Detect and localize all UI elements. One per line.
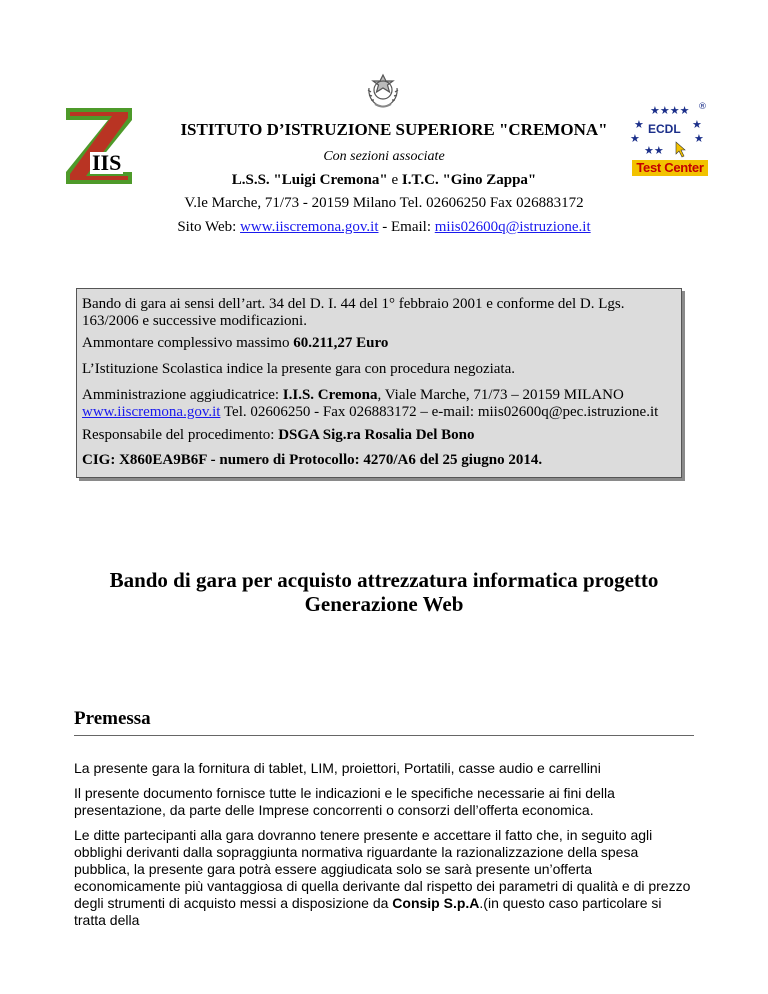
ecdl-test-center-logo-icon — [626, 102, 708, 180]
left-logo-text: IIS — [92, 150, 122, 175]
section-heading: Premessa — [74, 708, 151, 729]
associated-sections — [0, 172, 768, 189]
section-itc: I.T.C. "Gino Zappa" — [401, 172, 537, 188]
notice-legal-basis: Bando di gara ai sensi dell’art. 34 del D. I. 44 del 1° febbraio 2001 e conforme del D. Lgs. 163/2006 e successive modificazioni. — [82, 296, 625, 329]
amount-prefix: Ammontare complessivo massimo — [82, 335, 294, 351]
test-center-label: Test Center — [632, 160, 708, 176]
school-address: V.le Marche, 71/73 - 20159 Milano Tel. 02606250 Fax 026883172 — [184, 195, 584, 211]
italian-republic-emblem-icon — [365, 72, 401, 110]
paragraph-3-text: Le ditte partecipanti alla gara dovranno tenere presente e accettare il fatto che, in seguito agli obblighi derivanti dalla sopraggiunta normativa riguardante la razionalizzazione della spesa pubblica, la presente gara potrà essere aggiudicata solo se sarà presente un’offerta economicamente più vantaggiosa di quella derivante dal rispetto dei parametri di qualità e di prezzo degli strumenti di acquisto messi a disposizione da — [74, 827, 691, 911]
website-link[interactable]: www.iiscremona.gov.it — [240, 219, 379, 235]
svg-text:★★: ★★ — [644, 144, 664, 157]
website-line — [0, 219, 768, 236]
section-divider — [74, 735, 694, 736]
title-line-1: Bando di gara per acquisto attrezzatura informatica progetto — [109, 568, 659, 592]
notice-cig: CIG: X860EA9B6F - numero di Protocollo: 4270/A6 del 25 giugno 2014. — [82, 452, 543, 468]
admin-contacts: Tel. 02606250 - Fax 026883172 – e-mail: miis02600q@pec.istruzione.it — [220, 404, 659, 420]
svg-text:★: ★ — [692, 118, 702, 131]
svg-text:★★★★: ★★★★ — [650, 104, 690, 117]
paragraph-1: La presente gara la fornitura di tablet, LIM, proiettori, Portatili, casse audio e carrellini — [74, 760, 601, 776]
ecdl-label: ECDL — [648, 122, 681, 136]
title-line-2: Generazione Web — [304, 592, 464, 616]
registered-mark: ® — [698, 102, 707, 112]
resp-name: DSGA Sig.ra Rosalia Del Bono — [278, 427, 475, 443]
consip-name: Consip S.p.A — [392, 895, 480, 911]
document-title — [40, 568, 728, 616]
paragraph-2: Il presente documento fornisce tutte le indicazioni e le specifiche necessarie ai fini della presentazione, da parte delle Imprese concorrenti o consorzi dell’offerta economica. — [74, 785, 615, 818]
paragraph-3-tail: .(in questo caso particolare si tratta della — [74, 895, 662, 928]
paragraph-3 — [74, 827, 694, 929]
svg-text:★: ★ — [634, 118, 644, 131]
svg-text:★: ★ — [630, 132, 640, 145]
resp-prefix: Responsabile del procedimento: — [82, 427, 279, 443]
notice-administration — [82, 387, 676, 421]
notice-amount — [82, 335, 676, 352]
notice-procedure: L’Istituzione Scolastica indice la presente gara con procedura negoziata. — [82, 361, 516, 377]
svg-text:★: ★ — [694, 132, 704, 145]
school-subtitle: Con sezioni associate — [323, 149, 445, 164]
notice-responsible — [82, 427, 676, 444]
admin-address: , Viale Marche, 71/73 – 20159 MILANO — [377, 387, 624, 403]
admin-prefix: Amministrazione aggiudicatrice: — [82, 387, 283, 403]
admin-name: I.I.S. Cremona — [282, 387, 378, 403]
school-name: ISTITUTO D’ISTRUZIONE SUPERIORE "CREMONA" — [180, 120, 608, 139]
admin-website-link[interactable]: www.iiscremona.gov.it — [82, 404, 221, 420]
tender-notice-box — [76, 288, 682, 478]
section-joiner: e — [387, 172, 402, 188]
amount-value: 60.211,27 Euro — [293, 335, 389, 351]
email-prefix: - Email: — [378, 219, 435, 235]
section-lss: L.S.S. "Luigi Cremona" — [231, 172, 388, 188]
email-link[interactable]: miis02600q@istruzione.it — [434, 219, 591, 235]
web-prefix: Sito Web: — [177, 219, 241, 235]
